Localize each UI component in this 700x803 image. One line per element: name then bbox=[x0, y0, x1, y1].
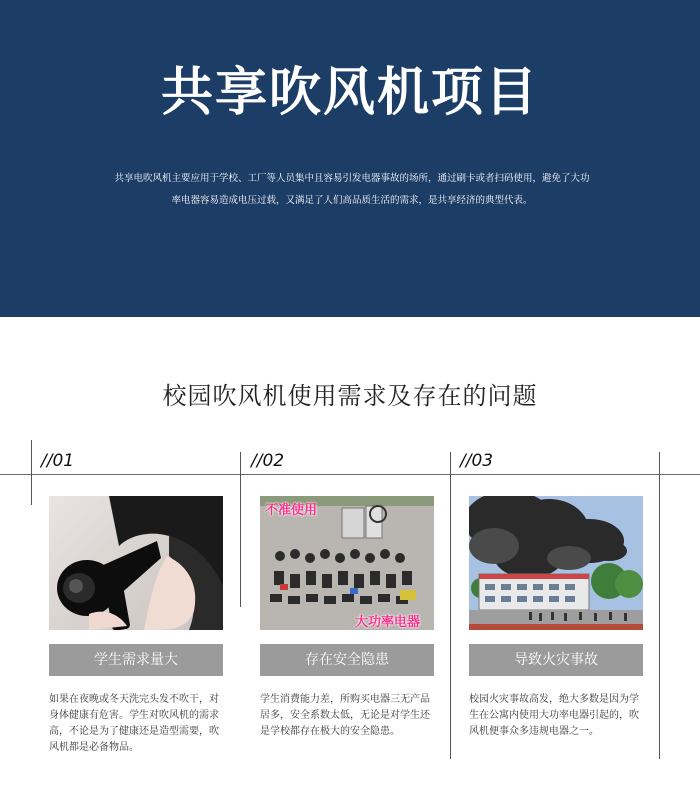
campus-fire-photo bbox=[469, 496, 643, 630]
hero-title: 共享吹风机项目 bbox=[160, 62, 539, 123]
appliances-photo bbox=[260, 496, 434, 630]
hero-description: 共享电吹风机主要应用于学校、工厂等人员集中且容易引发电器事故的场所，通过刷卡或者扫码使用，避免了大功率电器容易造成电压过载，又满足了人们高品质生活的需求，是共享经济的典型代表。 bbox=[114, 173, 590, 206]
column-divider-2 bbox=[450, 452, 451, 759]
hair-dryer-photo bbox=[49, 496, 223, 630]
section-divider bbox=[0, 474, 700, 475]
card-number-2: //02 bbox=[251, 451, 285, 471]
card-number-1: //01 bbox=[41, 451, 75, 471]
card-label-1: 学生需求量大 bbox=[49, 644, 223, 676]
section-title: 校园吹风机使用需求及存在的问题 bbox=[162, 382, 538, 410]
column-divider-1 bbox=[240, 452, 241, 607]
card-description-2: 学生消费能力差，所购买电器三无产品居多，安全系数太低，无论是对学生还是学校都存在极大的安全隐患。 bbox=[260, 694, 430, 737]
column-divider-left bbox=[31, 440, 32, 505]
card-label-2: 存在安全隐患 bbox=[260, 644, 434, 676]
card-number-3: //03 bbox=[460, 451, 494, 471]
column-divider-right bbox=[659, 452, 660, 759]
hero-banner bbox=[0, 0, 700, 317]
overlay-top-text: 不准使用 bbox=[265, 503, 318, 518]
card-description-1: 如果在夜晚或冬天洗完头发不吹干，对身体健康有危害。学生对吹风机的需求高，不论是为了健康还是造型需要，吹风机都是必备物品。 bbox=[49, 694, 219, 753]
overlay-bottom-text: 大功率电器 bbox=[355, 615, 421, 630]
card-label-3: 导致火灾事故 bbox=[469, 644, 643, 676]
card-description-3: 校园火灾事故高发，绝大多数是因为学生在公寓内使用大功率电器引起的，吹风机便事众多违规电器之一。 bbox=[469, 694, 639, 737]
